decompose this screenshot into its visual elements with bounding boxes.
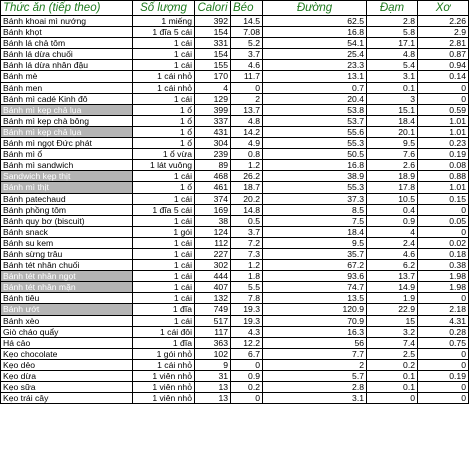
sugar-cell: 9.5 <box>263 237 367 248</box>
qty-cell: 1 ổ <box>133 138 195 149</box>
protein-cell: 0.9 <box>367 215 418 226</box>
table-row <box>1 315 469 326</box>
fiber-cell: 1.01 <box>418 126 469 137</box>
calories-cell: 363 <box>195 337 231 348</box>
table-body <box>1 16 469 404</box>
food-cell: Bánh tét nhân mặn <box>1 282 133 293</box>
fiber-cell: 0.19 <box>418 149 469 160</box>
calories-cell: 331 <box>195 38 231 49</box>
calories-cell: 132 <box>195 293 231 304</box>
qty-cell: 1 cái <box>133 215 195 226</box>
fat-cell: 12.2 <box>231 337 263 348</box>
fiber-cell: 0.59 <box>418 104 469 115</box>
fat-cell: 14.2 <box>231 126 263 137</box>
fiber-cell: 0.19 <box>418 371 469 382</box>
fiber-cell: 2.26 <box>418 16 469 27</box>
fiber-cell: 2.81 <box>418 38 469 49</box>
fiber-cell: 2.18 <box>418 304 469 315</box>
protein-cell: 0.2 <box>367 359 418 370</box>
calories-cell: 407 <box>195 282 231 293</box>
protein-cell: 0 <box>367 393 418 404</box>
fat-cell: 0.8 <box>231 149 263 160</box>
table-row <box>1 160 469 171</box>
sugar-cell: 3.1 <box>263 393 367 404</box>
qty-cell: 1 lát vuông <box>133 160 195 171</box>
fat-cell: 18.7 <box>231 182 263 193</box>
food-cell: Bánh mè <box>1 71 133 82</box>
fiber-cell: 0 <box>418 359 469 370</box>
qty-cell: 1 ổ <box>133 104 195 115</box>
fiber-cell: 0.23 <box>418 138 469 149</box>
fiber-cell: 1.98 <box>418 271 469 282</box>
sugar-cell: 8.5 <box>263 204 367 215</box>
fiber-cell: 0.05 <box>418 215 469 226</box>
food-cell: Há cảo <box>1 337 133 348</box>
qty-cell: 1 đĩa <box>133 304 195 315</box>
sugar-cell: 50.5 <box>263 149 367 160</box>
protein-cell: 4.6 <box>367 248 418 259</box>
fat-cell: 7.3 <box>231 248 263 259</box>
calories-cell: 170 <box>195 71 231 82</box>
col-header-protein: Đạm <box>367 1 418 16</box>
fat-cell: 0 <box>231 393 263 404</box>
sugar-cell: 2 <box>263 359 367 370</box>
food-cell: Kẹo sữa <box>1 382 133 393</box>
sugar-cell: 23.3 <box>263 60 367 71</box>
qty-cell: 1 cái nhỏ <box>133 359 195 370</box>
protein-cell: 0.1 <box>367 82 418 93</box>
calories-cell: 129 <box>195 93 231 104</box>
sugar-cell: 18.4 <box>263 226 367 237</box>
protein-cell: 20.1 <box>367 126 418 137</box>
calories-cell: 461 <box>195 182 231 193</box>
sugar-cell: 16.8 <box>263 27 367 38</box>
food-cell: Bánh tiêu <box>1 293 133 304</box>
fiber-cell: 0 <box>418 82 469 93</box>
fiber-cell: 1.01 <box>418 115 469 126</box>
fat-cell: 0 <box>231 359 263 370</box>
calories-cell: 399 <box>195 104 231 115</box>
fiber-cell: 0.87 <box>418 49 469 60</box>
table-row <box>1 171 469 182</box>
food-cell: Bánh su kem <box>1 237 133 248</box>
qty-cell: 1 cái <box>133 237 195 248</box>
qty-cell: 1 ổ <box>133 126 195 137</box>
table-row <box>1 27 469 38</box>
fat-cell: 7.08 <box>231 27 263 38</box>
fat-cell: 2 <box>231 93 263 104</box>
qty-cell: 1 cái <box>133 282 195 293</box>
food-cell: Kẹo dẻo <box>1 359 133 370</box>
table-row <box>1 348 469 359</box>
fat-cell: 4.6 <box>231 60 263 71</box>
food-cell: Bánh tét nhân chuối <box>1 260 133 271</box>
table-row <box>1 71 469 82</box>
protein-cell: 17.1 <box>367 38 418 49</box>
food-cell: Bánh men <box>1 82 133 93</box>
food-cell: Kẹo dừa <box>1 371 133 382</box>
food-cell: Kẹo chocolate <box>1 348 133 359</box>
fiber-cell: 0.08 <box>418 160 469 171</box>
table-row <box>1 93 469 104</box>
fiber-cell: 0 <box>418 93 469 104</box>
fiber-cell: 0.02 <box>418 237 469 248</box>
sugar-cell: 38.9 <box>263 171 367 182</box>
qty-cell: 1 đĩa <box>133 337 195 348</box>
fat-cell: 14.8 <box>231 204 263 215</box>
qty-cell: 1 cái <box>133 171 195 182</box>
fiber-cell: 0 <box>418 382 469 393</box>
fat-cell: 1.2 <box>231 160 263 171</box>
calories-cell: 154 <box>195 49 231 60</box>
fiber-cell: 0 <box>418 226 469 237</box>
calories-cell: 31 <box>195 371 231 382</box>
table-row <box>1 193 469 204</box>
protein-cell: 2.6 <box>367 160 418 171</box>
food-cell: Bánh mì kẹp chả lụa <box>1 126 133 137</box>
sugar-cell: 16.8 <box>263 160 367 171</box>
protein-cell: 3 <box>367 93 418 104</box>
sugar-cell: 54.1 <box>263 38 367 49</box>
protein-cell: 1.9 <box>367 293 418 304</box>
qty-cell: 1 miếng <box>133 16 195 27</box>
calories-cell: 431 <box>195 126 231 137</box>
calories-cell: 444 <box>195 271 231 282</box>
table-row <box>1 326 469 337</box>
qty-cell: 1 cái <box>133 271 195 282</box>
fat-cell: 7.8 <box>231 293 263 304</box>
calories-cell: 227 <box>195 248 231 259</box>
calories-cell: 239 <box>195 149 231 160</box>
food-cell: Bánh lá chả tôm <box>1 38 133 49</box>
table-row <box>1 104 469 115</box>
qty-cell: 1 cái <box>133 38 195 49</box>
protein-cell: 15 <box>367 315 418 326</box>
fiber-cell: 2.9 <box>418 27 469 38</box>
calories-cell: 302 <box>195 260 231 271</box>
col-header-fiber: Xơ <box>418 1 469 16</box>
fiber-cell: 0 <box>418 393 469 404</box>
protein-cell: 7.4 <box>367 337 418 348</box>
food-cell: Bánh patechaud <box>1 193 133 204</box>
food-cell: Bánh quy bơ (biscuit) <box>1 215 133 226</box>
calories-cell: 38 <box>195 215 231 226</box>
protein-cell: 13.7 <box>367 271 418 282</box>
food-cell: Bánh phồng tôm <box>1 204 133 215</box>
sugar-cell: 7.7 <box>263 348 367 359</box>
food-cell: Bánh tét nhân ngọt <box>1 271 133 282</box>
protein-cell: 10.5 <box>367 193 418 204</box>
col-header-food: Thức ăn (tiếp theo) <box>1 1 133 16</box>
table-row <box>1 337 469 348</box>
table-row <box>1 359 469 370</box>
fiber-cell: 0.28 <box>418 326 469 337</box>
qty-cell: 1 gói <box>133 226 195 237</box>
food-cell: Bánh lá dừa nhân đậu <box>1 60 133 71</box>
fat-cell: 5.2 <box>231 38 263 49</box>
protein-cell: 22.9 <box>367 304 418 315</box>
protein-cell: 14.9 <box>367 282 418 293</box>
qty-cell: 1 viên nhỏ <box>133 382 195 393</box>
food-cell: Bánh sừng trâu <box>1 248 133 259</box>
protein-cell: 18.4 <box>367 115 418 126</box>
protein-cell: 5.4 <box>367 60 418 71</box>
calories-cell: 154 <box>195 27 231 38</box>
fat-cell: 4.3 <box>231 326 263 337</box>
protein-cell: 2.8 <box>367 16 418 27</box>
fiber-cell: 0 <box>418 348 469 359</box>
food-cell: Bánh snack <box>1 226 133 237</box>
sugar-cell: 16.3 <box>263 326 367 337</box>
protein-cell: 2.5 <box>367 348 418 359</box>
qty-cell: 1 cái <box>133 93 195 104</box>
sugar-cell: 7.5 <box>263 215 367 226</box>
calories-cell: 102 <box>195 348 231 359</box>
sugar-cell: 67.2 <box>263 260 367 271</box>
food-cell: Bánh mì sandwich <box>1 160 133 171</box>
calories-cell: 112 <box>195 237 231 248</box>
table-row <box>1 271 469 282</box>
table-row <box>1 16 469 27</box>
qty-cell: 1 cái đôi <box>133 326 195 337</box>
col-header-qty: Số lượng <box>133 1 195 16</box>
food-cell: Sandwich kẹp thịt <box>1 171 133 182</box>
sugar-cell: 55.3 <box>263 138 367 149</box>
calories-cell: 749 <box>195 304 231 315</box>
calories-cell: 392 <box>195 16 231 27</box>
sugar-cell: 55.3 <box>263 182 367 193</box>
fiber-cell: 1.98 <box>418 282 469 293</box>
table-row <box>1 126 469 137</box>
calories-cell: 374 <box>195 193 231 204</box>
table-row <box>1 371 469 382</box>
qty-cell: 1 cái <box>133 193 195 204</box>
qty-cell: 1 gói nhỏ <box>133 348 195 359</box>
protein-cell: 6.2 <box>367 260 418 271</box>
protein-cell: 9.5 <box>367 138 418 149</box>
food-cell: Bánh mì cadé Kinh đô <box>1 93 133 104</box>
fat-cell: 0.5 <box>231 215 263 226</box>
table-row <box>1 115 469 126</box>
food-cell: Bánh mì thịt <box>1 182 133 193</box>
fat-cell: 0.9 <box>231 371 263 382</box>
qty-cell: 1 cái <box>133 60 195 71</box>
sugar-cell: 0.7 <box>263 82 367 93</box>
calories-cell: 124 <box>195 226 231 237</box>
sugar-cell: 70.9 <box>263 315 367 326</box>
calories-cell: 304 <box>195 138 231 149</box>
sugar-cell: 93.6 <box>263 271 367 282</box>
protein-cell: 3.2 <box>367 326 418 337</box>
protein-cell: 17.8 <box>367 182 418 193</box>
calories-cell: 169 <box>195 204 231 215</box>
sugar-cell: 37.3 <box>263 193 367 204</box>
table-row <box>1 204 469 215</box>
table-row <box>1 138 469 149</box>
sugar-cell: 120.9 <box>263 304 367 315</box>
fat-cell: 0.2 <box>231 382 263 393</box>
sugar-cell: 25.4 <box>263 49 367 60</box>
fat-cell: 19.3 <box>231 304 263 315</box>
fiber-cell: 1.01 <box>418 182 469 193</box>
table-row <box>1 293 469 304</box>
food-cell: Bánh ướt <box>1 304 133 315</box>
table-row <box>1 215 469 226</box>
qty-cell: 1 ổ <box>133 115 195 126</box>
header-row <box>1 1 469 16</box>
table-row <box>1 237 469 248</box>
food-cell: Bánh mì ngọt Đức phát <box>1 138 133 149</box>
qty-cell: 1 ổ <box>133 182 195 193</box>
qty-cell: 1 cái <box>133 315 195 326</box>
fat-cell: 19.3 <box>231 315 263 326</box>
protein-cell: 15.1 <box>367 104 418 115</box>
calories-cell: 13 <box>195 382 231 393</box>
food-cell: Kẹo trái cây <box>1 393 133 404</box>
sugar-cell: 5.7 <box>263 371 367 382</box>
protein-cell: 3.1 <box>367 71 418 82</box>
fiber-cell: 0.75 <box>418 337 469 348</box>
sugar-cell: 13.5 <box>263 293 367 304</box>
protein-cell: 2.4 <box>367 237 418 248</box>
sugar-cell: 53.7 <box>263 115 367 126</box>
fat-cell: 7.2 <box>231 237 263 248</box>
table-row <box>1 260 469 271</box>
fat-cell: 5.5 <box>231 282 263 293</box>
fat-cell: 3.7 <box>231 49 263 60</box>
protein-cell: 7.6 <box>367 149 418 160</box>
calories-cell: 9 <box>195 359 231 370</box>
fat-cell: 14.5 <box>231 16 263 27</box>
qty-cell: 1 viên nhỏ <box>133 371 195 382</box>
col-header-calories: Calori <box>195 1 231 16</box>
table-row <box>1 393 469 404</box>
fiber-cell: 0.14 <box>418 71 469 82</box>
calories-cell: 117 <box>195 326 231 337</box>
fiber-cell: 0.38 <box>418 260 469 271</box>
qty-cell: 1 đĩa 5 cái <box>133 27 195 38</box>
table-row <box>1 382 469 393</box>
sugar-cell: 55.6 <box>263 126 367 137</box>
sugar-cell: 56 <box>263 337 367 348</box>
qty-cell: 1 cái <box>133 260 195 271</box>
fat-cell: 4.8 <box>231 115 263 126</box>
table-row <box>1 60 469 71</box>
qty-cell: 1 viên nhỏ <box>133 393 195 404</box>
fat-cell: 3.7 <box>231 226 263 237</box>
table-row <box>1 304 469 315</box>
fat-cell: 20.2 <box>231 193 263 204</box>
protein-cell: 18.9 <box>367 171 418 182</box>
qty-cell: 1 cái <box>133 293 195 304</box>
fat-cell: 26.2 <box>231 171 263 182</box>
qty-cell: 1 đĩa 5 cái <box>133 204 195 215</box>
sugar-cell: 74.7 <box>263 282 367 293</box>
sugar-cell: 20.4 <box>263 93 367 104</box>
fat-cell: 0 <box>231 82 263 93</box>
protein-cell: 0.1 <box>367 382 418 393</box>
calories-cell: 517 <box>195 315 231 326</box>
fiber-cell: 0.88 <box>418 171 469 182</box>
table-row <box>1 282 469 293</box>
fat-cell: 6.7 <box>231 348 263 359</box>
protein-cell: 4.8 <box>367 49 418 60</box>
table-row <box>1 248 469 259</box>
food-cell: Giò cháo quẩy <box>1 326 133 337</box>
food-cell: Bánh mì kẹp chả lụa <box>1 104 133 115</box>
fat-cell: 1.8 <box>231 271 263 282</box>
col-header-fat: Béo <box>231 1 263 16</box>
qty-cell: 1 cái nhỏ <box>133 82 195 93</box>
protein-cell: 0.4 <box>367 204 418 215</box>
sugar-cell: 53.8 <box>263 104 367 115</box>
sugar-cell: 2.8 <box>263 382 367 393</box>
food-cell: Bánh mì kẹp chà bông <box>1 115 133 126</box>
table-row <box>1 38 469 49</box>
col-header-sugar: Đường <box>263 1 367 16</box>
fat-cell: 13.7 <box>231 104 263 115</box>
fiber-cell: 0.94 <box>418 60 469 71</box>
table-row <box>1 182 469 193</box>
food-cell: Bánh lá dừa chuối <box>1 49 133 60</box>
qty-cell: 1 cái nhỏ <box>133 71 195 82</box>
calories-cell: 155 <box>195 60 231 71</box>
fiber-cell: 0 <box>418 293 469 304</box>
table-row <box>1 226 469 237</box>
fiber-cell: 0.15 <box>418 193 469 204</box>
table-row <box>1 149 469 160</box>
sugar-cell: 13.1 <box>263 71 367 82</box>
food-cell: Bánh xèo <box>1 315 133 326</box>
fiber-cell: 4.31 <box>418 315 469 326</box>
calories-cell: 337 <box>195 115 231 126</box>
fat-cell: 1.2 <box>231 260 263 271</box>
table-row <box>1 49 469 60</box>
sugar-cell: 35.7 <box>263 248 367 259</box>
fiber-cell: 0 <box>418 204 469 215</box>
food-cell: Bánh mì ổ <box>1 149 133 160</box>
food-cell: Bánh khọt <box>1 27 133 38</box>
qty-cell: 1 cái <box>133 49 195 60</box>
fat-cell: 11.7 <box>231 71 263 82</box>
protein-cell: 5.8 <box>367 27 418 38</box>
table-row <box>1 82 469 93</box>
calories-cell: 468 <box>195 171 231 182</box>
calories-cell: 4 <box>195 82 231 93</box>
qty-cell: 1 cái <box>133 248 195 259</box>
fiber-cell: 0.18 <box>418 248 469 259</box>
fat-cell: 4.9 <box>231 138 263 149</box>
food-cell: Bánh khoai mì nướng <box>1 16 133 27</box>
calories-cell: 13 <box>195 393 231 404</box>
qty-cell: 1 ổ vừa <box>133 149 195 160</box>
calories-cell: 89 <box>195 160 231 171</box>
protein-cell: 0.1 <box>367 371 418 382</box>
sugar-cell: 62.5 <box>263 16 367 27</box>
protein-cell: 4 <box>367 226 418 237</box>
